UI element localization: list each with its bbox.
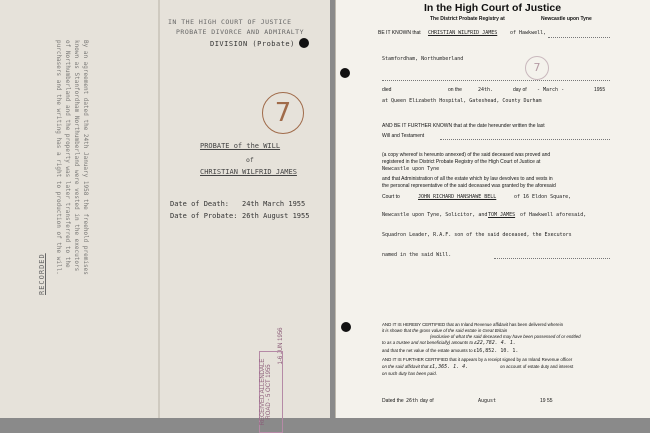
died-label: died [382, 87, 392, 93]
will-and-testament: Will and Testament [382, 133, 425, 139]
executor-line: Newcastle upon Tyne, Solicitor, and [382, 212, 488, 218]
circled-number: 7 [262, 92, 304, 134]
vertical-endorsement [30, 40, 90, 370]
fill-line [440, 139, 610, 140]
executor-line: Squadron Leader, R.A.F. son of the said deceased, the Executors [382, 232, 572, 238]
court-heading-line: DIVISION (Probate) [210, 40, 295, 48]
grant-paragraph: registered in the District Probate Registry of the High Court of Justice at [382, 159, 541, 165]
date-of-probate-value: 26th August 1955 [242, 212, 310, 220]
deceased-of: of Hawkwell, [510, 30, 547, 36]
executor-two: TOM JAMES [488, 212, 516, 218]
date-of-probate-label: Date of Probate: [170, 212, 238, 220]
certificate-text: on such duty has been paid. [382, 371, 437, 376]
certificate-text: it is shown that the gross value of the said estate in Great Britain [382, 328, 508, 333]
punch-hole-icon [341, 322, 351, 332]
gross-value: 22,782. 4. 1. [476, 340, 516, 346]
day-of-label: day of [513, 87, 527, 93]
net-value: 16,852. 10. 1. [476, 348, 519, 354]
deceased-name: CHRISTIAN WILFRID JAMES [428, 30, 498, 36]
of-label: of [246, 156, 254, 164]
deceased-name-cover: CHRISTIAN WILFRID JAMES [200, 168, 297, 176]
registry-prefix: The District Probate Registry at [430, 16, 505, 22]
dated-month: August [478, 398, 497, 404]
grant-paragraph: (a copy whereof is hereunto annexed) of the said deceased was proved and [382, 152, 551, 158]
certificate-text: and that the net value of the estate amounts to £ [382, 348, 477, 353]
court-heading-line: IN THE HIGH COURT OF JUSTICE [168, 18, 292, 26]
probate-title: PROBATE of the WILL [200, 142, 281, 150]
certificate-text: to as a trustee and not beneficially) amounts to £ [382, 340, 477, 345]
circled-number-faint: 7 [525, 56, 549, 80]
executor-one-address: of 16 Eldon Square, [514, 194, 572, 200]
dated-year: 19 55 [540, 398, 553, 404]
place-of-death: at Queen Elizabeth Hospital, Gateshead, County Durham [382, 98, 542, 104]
fill-line [494, 258, 610, 259]
court-title: In the High Court of Justice [423, 2, 562, 14]
vertical-line: By an agreement dated the 24th January 1958 the freehold premises [82, 40, 89, 275]
date-stamp: 1-6 JUN 1956 [278, 327, 284, 365]
be-it-known: BE IT KNOWN that [378, 30, 421, 36]
grant-place: Newcastle upon Tyne [382, 166, 440, 172]
dated-day: 26th [406, 398, 419, 404]
punch-hole-icon [299, 38, 309, 48]
certificate-text: on the said affidavit that £ [382, 364, 433, 369]
certificate-text: on account of estate duty and interest [500, 364, 574, 369]
certificate-text: AND IT IS FURTHER CERTIFIED that it appears by a receipt signed by an Inland Revenue officer [382, 357, 573, 362]
registry-place: Newcastle upon Tyne [541, 16, 592, 22]
vertical-line: purchasers and the writing has a right to production of the will. [55, 40, 62, 275]
received-stamp: RECEIVED ALLENDALE ROAD - 5 OCT 1955 [259, 351, 283, 433]
cover-fold-line [158, 0, 160, 418]
court-heading-line: PROBATE DIVORCE AND ADMIRALTY [176, 28, 304, 36]
date-of-death-label: Date of Death: [170, 200, 230, 208]
punch-hole-icon [340, 68, 350, 78]
death-day: 24th. [478, 87, 494, 93]
vertical-line: of Northumberland and the property was later transferred to the [64, 40, 71, 268]
certificate-text: (exclusive of what the said deceased may have been possessed of or entitled [430, 334, 581, 339]
vertical-line: known as Stanfordham Northumberland were vested in the executors [73, 40, 80, 272]
dated-label: Dated the [382, 398, 404, 404]
grant-paragraph: the personal representative of the said deceased was granted by the aforesaid [382, 183, 556, 189]
further-known: AND BE IT FURTHER KNOWN that at the date hereunder written the last [382, 123, 545, 129]
grant-paragraph: and that Administration of all the estate which by law devolves to and vests in [382, 176, 553, 182]
deceased-address: Stamfordham, Northumberland [382, 56, 464, 62]
death-month: - March - [537, 87, 565, 93]
dated-of-label: day of [420, 398, 434, 404]
fill-line [548, 37, 610, 38]
date-of-death-value: 24th March 1955 [242, 200, 306, 208]
court-to-label: Court to [382, 194, 400, 200]
on-the-label: on the [448, 87, 462, 93]
death-year: 1955 [594, 87, 606, 93]
executor-line: named in the said Will. [382, 252, 452, 258]
recorded-mark: RECORDED [38, 253, 46, 295]
duty-value: 1,365. 1. 4. [432, 364, 469, 370]
executor-two-address: of Hawkwell aforesaid, [520, 212, 587, 218]
certificate-text: AND IT IS HEREBY CERTIFIED that an Inland Revenue affidavit has been delivered wherein [382, 322, 564, 327]
executor-one: JOHN RICHARD HANSHAWE BELL [418, 194, 497, 200]
fill-line [382, 80, 610, 81]
